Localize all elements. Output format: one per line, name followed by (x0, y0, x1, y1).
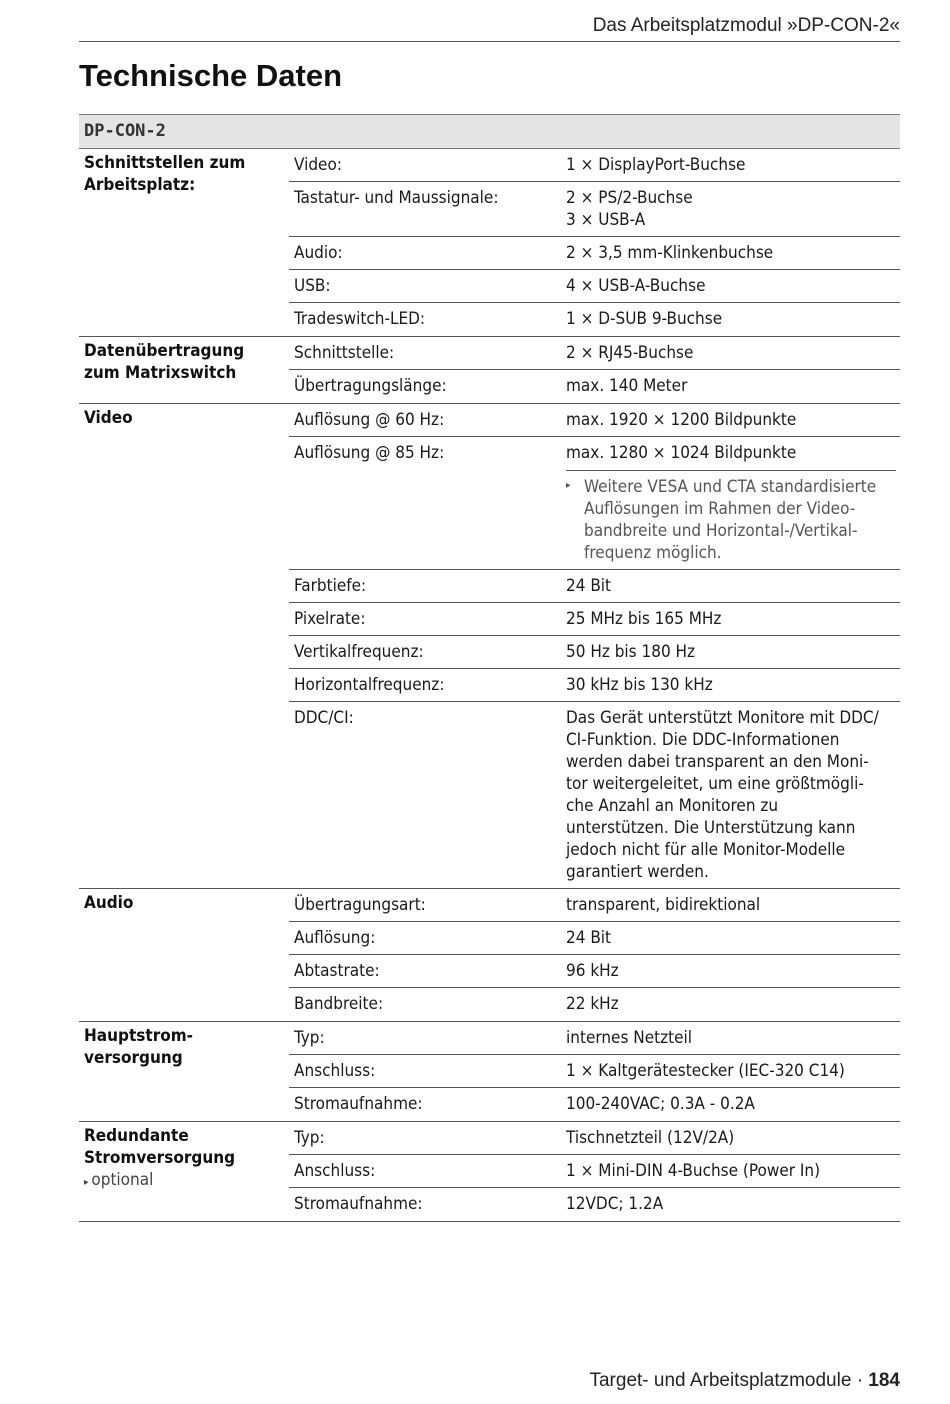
spec-value-line: max. 1280 × 1024 Bildpunkte (566, 443, 797, 463)
group-label (79, 149, 289, 336)
group-label (79, 889, 289, 1021)
group-rows (289, 337, 900, 403)
spec-row (289, 669, 900, 702)
spec-value-line: 30 kHz bis 130 kHz (566, 675, 713, 695)
spec-label: Übertragungslänge: (294, 376, 447, 396)
spec-subnote-line: Weitere VESA und CTA standardisierte (584, 477, 877, 497)
spec-subnote-line: bandbreite und Horizontal-/Vertikal- (584, 521, 858, 541)
group-label-line: Datenübertragung (84, 341, 245, 361)
spec-label: Typ: (294, 1028, 325, 1048)
spec-subnote-line: frequenz möglich. (584, 543, 722, 563)
spec-table (79, 114, 900, 1222)
spec-value-line: 24 Bit (566, 928, 612, 948)
spec-label: Tradeswitch-LED: (294, 309, 426, 329)
spec-value-line: werden dabei transparent an den Moni- (566, 752, 869, 772)
spec-row (289, 570, 900, 603)
spec-value-line: Tischnetzteil (12V/2A) (566, 1128, 735, 1148)
group-label (79, 404, 289, 888)
spec-group (79, 404, 900, 889)
spec-value (566, 669, 900, 701)
spec-value (566, 636, 900, 668)
group-note-text: optional (91, 1170, 154, 1190)
spec-value-line: 2 × 3,5 mm-Klinkenbuchse (566, 243, 774, 263)
spec-label: Auflösung @ 60 Hz: (294, 410, 445, 430)
spec-label: Auflösung: (294, 928, 376, 948)
spec-value-line: 3 × USB-A (566, 210, 646, 230)
spec-value (566, 182, 900, 236)
spec-value (566, 337, 900, 369)
group-label-line: Hauptstrom- (84, 1026, 194, 1046)
spec-value-line: jedoch nicht für alle Monitor-Modelle (566, 840, 846, 860)
spec-group (79, 889, 900, 1022)
group-label-line: Stromversorgung (84, 1148, 236, 1168)
spec-value-line: che Anzahl an Monitoren zu (566, 796, 779, 816)
spec-label: USB: (294, 276, 331, 296)
spec-label: Audio: (294, 243, 343, 263)
spec-row (289, 1055, 900, 1088)
group-label-line: Video (84, 408, 133, 428)
spec-value (566, 988, 900, 1021)
spec-value-line: 100-240VAC; 0.3A - 0.2A (566, 1094, 755, 1114)
group-label (79, 337, 289, 403)
group-rows (289, 1122, 900, 1221)
group-label-line: Audio (84, 893, 134, 913)
spec-value-line: max. 1920 × 1200 Bildpunkte (566, 410, 797, 430)
table-heading: DP-CON-2 (79, 114, 900, 149)
spec-value (566, 370, 900, 403)
spec-value (566, 1055, 900, 1087)
spec-value-line: unterstützen. Die Unterstützung kann (566, 818, 856, 838)
spec-value (566, 404, 900, 436)
group-label (79, 1122, 289, 1221)
spec-row (289, 370, 900, 403)
spec-groups (79, 149, 900, 1222)
spec-row (289, 922, 900, 955)
running-header: Das Arbeitsplatzmodul »DP-CON-2« (79, 14, 900, 42)
spec-row (289, 1155, 900, 1188)
spec-value (566, 702, 900, 888)
spec-value-line: 4 × USB-A-Buchse (566, 276, 706, 296)
group-note (84, 1169, 289, 1194)
spec-label: Anschluss: (294, 1161, 376, 1181)
spec-row (289, 889, 900, 922)
spec-value-line: 1 × Mini-DIN 4-Buchse (Power In) (566, 1161, 821, 1181)
page-title: Technische Daten (79, 58, 343, 93)
spec-value (566, 437, 900, 569)
spec-label: Bandbreite: (294, 994, 384, 1014)
spec-label: DDC/CI: (294, 708, 354, 728)
spec-group (79, 149, 900, 337)
spec-group (79, 1022, 900, 1122)
spec-row (289, 149, 900, 182)
group-rows (289, 404, 900, 888)
spec-value-line: 12VDC; 1.2A (566, 1194, 664, 1214)
spec-value-line: internes Netzteil (566, 1028, 693, 1048)
spec-value-line: max. 140 Meter (566, 376, 688, 396)
spec-label: Übertragungsart: (294, 895, 426, 915)
spec-value-line: transparent, bidirektional (566, 895, 761, 915)
spec-label: Typ: (294, 1128, 325, 1148)
group-label-line: Schnittstellen zum (84, 153, 246, 173)
spec-value (566, 1088, 900, 1121)
group-label-line: zum Matrixswitch (84, 363, 237, 383)
group-label (79, 1022, 289, 1121)
spec-label: Stromaufnahme: (294, 1194, 423, 1214)
spec-value-line: 1 × D-SUB 9-Buchse (566, 309, 723, 329)
spec-value-line: 2 × RJ45-Buchse (566, 343, 694, 363)
triangle-bullet-icon: ▸ (84, 1177, 92, 1188)
spec-value-line: 50 Hz bis 180 Hz (566, 642, 696, 662)
group-label-line: Redundante (84, 1126, 189, 1146)
spec-value-line: Das Gerät unterstützt Monitore mit DDC/ (566, 708, 879, 728)
spec-label: Video: (294, 155, 342, 175)
spec-subnote (566, 470, 896, 564)
spec-value (566, 1122, 900, 1154)
page-number: 184 (868, 1370, 900, 1391)
group-rows (289, 889, 900, 1021)
spec-row (289, 1088, 900, 1121)
spec-value-line: 96 kHz (566, 961, 619, 981)
group-label-line: Arbeitsplatz: (84, 175, 196, 195)
spec-value (566, 955, 900, 987)
spec-row (289, 988, 900, 1021)
spec-label: Vertikalfrequenz: (294, 642, 424, 662)
spec-row (289, 955, 900, 988)
spec-row (289, 1188, 900, 1221)
spec-label: Horizontalfrequenz: (294, 675, 445, 695)
spec-group (79, 1122, 900, 1222)
spec-value (566, 603, 900, 635)
spec-row (289, 270, 900, 303)
group-label-line: versorgung (84, 1048, 183, 1068)
spec-row (289, 437, 900, 570)
page-footer (79, 1370, 900, 1392)
spec-row (289, 303, 900, 336)
spec-value-line: 25 MHz bis 165 MHz (566, 609, 722, 629)
spec-value (566, 237, 900, 269)
spec-label: Stromaufnahme: (294, 1094, 423, 1114)
spec-value (566, 270, 900, 302)
spec-value-line: tor weitergeleitet, um eine größtmögli- (566, 774, 864, 794)
group-rows (289, 1022, 900, 1121)
spec-subnote-line: Auflösungen im Rahmen der Video- (584, 499, 856, 519)
spec-value (566, 1155, 900, 1187)
spec-value (566, 1188, 900, 1221)
spec-value-line: garantiert werden. (566, 862, 709, 882)
footer-text: Target- und Arbeitsplatzmodule · (589, 1370, 869, 1391)
spec-value-line: 22 kHz (566, 994, 619, 1014)
spec-value (566, 922, 900, 954)
spec-label: Farbtiefe: (294, 576, 367, 596)
spec-label: Abtastrate: (294, 961, 380, 981)
spec-value-line: 24 Bit (566, 576, 612, 596)
spec-row (289, 1022, 900, 1055)
spec-row (289, 337, 900, 370)
spec-value (566, 1022, 900, 1054)
spec-row (289, 237, 900, 270)
spec-value-line: 2 × PS/2-Buchse (566, 188, 693, 208)
spec-value-line: 1 × DisplayPort-Buchse (566, 155, 746, 175)
spec-label: Pixelrate: (294, 609, 366, 629)
spec-row (289, 636, 900, 669)
triangle-bullet-icon: ▸ (566, 480, 571, 491)
spec-row (289, 1122, 900, 1155)
spec-value (566, 889, 900, 921)
spec-label: Auflösung @ 85 Hz: (294, 443, 445, 463)
spec-value-line: CI-Funktion. Die DDC-Informationen (566, 730, 840, 750)
spec-row (289, 182, 900, 237)
spec-row (289, 404, 900, 437)
spec-value (566, 570, 900, 602)
spec-label: Anschluss: (294, 1061, 376, 1081)
spec-group (79, 337, 900, 404)
spec-value (566, 303, 900, 336)
spec-label: Tastatur- und Maussignale: (294, 188, 499, 208)
spec-value-line: 1 × Kaltgerätestecker (IEC-320 C14) (566, 1061, 845, 1081)
spec-row (289, 702, 900, 888)
group-rows (289, 149, 900, 336)
spec-value (566, 149, 900, 181)
spec-label: Schnittstelle: (294, 343, 395, 363)
spec-row (289, 603, 900, 636)
